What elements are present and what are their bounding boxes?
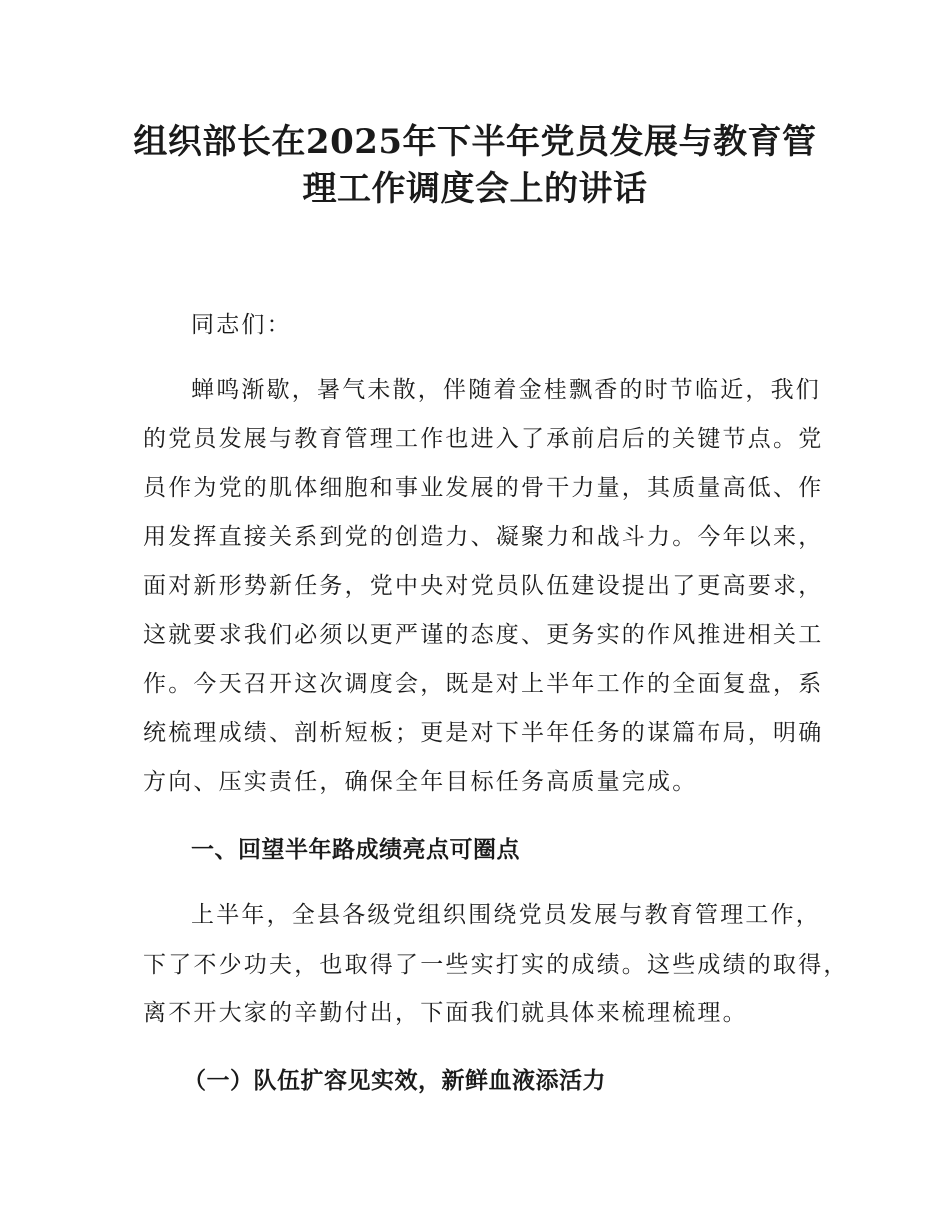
intro-line: 员作为党的肌体细胞和事业发展的骨干力量，其质量高低、作 <box>143 475 824 501</box>
intro-line: 用发挥直接关系到党的创造力、凝聚力和战斗力。今年以来， <box>143 524 824 550</box>
section-line: 下了不少功夫，也取得了一些实打实的成绩。这些成绩的取得， <box>143 952 849 978</box>
intro-line: 面对新形势新任务，党中央对党员队伍建设提出了更高要求， <box>143 573 824 599</box>
section-line: 离不开大家的辛勤付出，下面我们就具体来梳理梳理。 <box>143 1000 748 1026</box>
intro-line: 作。今天召开这次调度会，既是对上半年工作的全面复盘，系 <box>143 671 824 697</box>
section-line: 上半年，全县各级党组织围绕党员发展与教育管理工作， <box>191 902 821 928</box>
salutation: 同志们： <box>191 312 292 338</box>
subsection-heading: （一）队伍扩容见实效，新鲜血液添活力 <box>183 1068 606 1094</box>
intro-line: 方向、压实责任，确保全年目标任务高质量完成。 <box>143 769 698 795</box>
section-heading: 一、回望半年路成绩亮点可圈点 <box>191 837 520 863</box>
document-title-line-2: 理工作调度会上的讲话 <box>302 169 648 209</box>
intro-line: 的党员发展与教育管理工作也进入了承前启后的关键节点。党 <box>143 426 824 452</box>
intro-line: 这就要求我们必须以更严谨的态度、更务实的作风推进相关工 <box>143 622 824 648</box>
document-title-line-1: 组织部长在2025年下半年党员发展与教育管 <box>133 122 817 162</box>
intro-line: 蝉鸣渐歇，暑气未散，伴随着金桂飘香的时节临近，我们 <box>191 377 821 403</box>
intro-line: 统梳理成绩、剖析短板；更是对下半年任务的谋篇布局，明确 <box>143 720 824 746</box>
